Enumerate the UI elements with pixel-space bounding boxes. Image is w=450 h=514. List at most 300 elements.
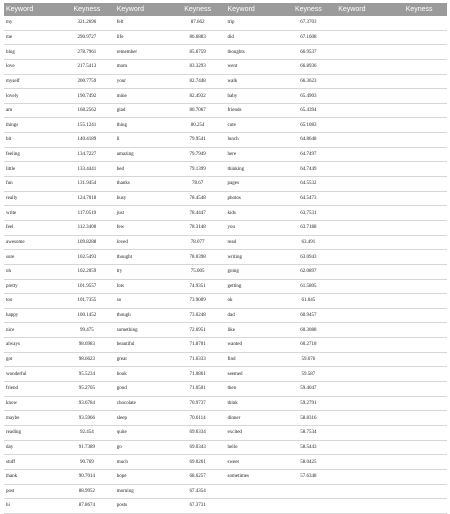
keyword-cell: pretty <box>4 279 59 294</box>
keyness-cell: 78.4548 <box>170 191 226 206</box>
keyness-cell: 290.9727 <box>59 30 115 45</box>
empty-cell <box>391 294 447 309</box>
table-row <box>4 455 447 470</box>
keyword-cell: mom <box>115 59 170 74</box>
header-keyword: Keyword <box>4 3 59 16</box>
keyword-cell: going <box>226 264 281 279</box>
keyness-cell <box>281 484 337 499</box>
keyness-table <box>4 3 447 514</box>
empty-cell <box>391 250 447 265</box>
empty-cell <box>336 308 391 323</box>
keyword-cell: walk <box>226 74 281 89</box>
table-row <box>4 235 447 250</box>
keyword-cell: getting <box>226 279 281 294</box>
empty-cell <box>336 118 391 133</box>
keyword-cell: really <box>4 191 59 206</box>
keyword-cell: nice <box>4 323 59 338</box>
keyword-cell: awesome <box>4 235 59 250</box>
table-row <box>4 279 447 294</box>
keyness-cell: 95.2765 <box>59 382 115 397</box>
keyness-cell: 200.7759 <box>59 74 115 89</box>
keyness-cell: 69.0343 <box>170 440 226 455</box>
keyness-cell: 63.0943 <box>281 250 337 265</box>
keyness-table-container <box>4 3 447 514</box>
keyness-cell: 101.7355 <box>59 294 115 309</box>
keyword-cell: bit <box>4 133 59 148</box>
empty-cell <box>336 191 391 206</box>
keyword-cell: always <box>4 338 59 353</box>
keyness-cell: 79.9541 <box>170 133 226 148</box>
keyness-cell: 78.4447 <box>170 206 226 221</box>
keyword-cell: something <box>115 323 170 338</box>
keyword-cell: thought <box>115 250 170 265</box>
keyness-cell: 112.3408 <box>59 220 115 235</box>
keyness-cell: 131.9454 <box>59 177 115 192</box>
keyness-cell: 98.6983 <box>59 338 115 353</box>
keyness-cell: 217.5413 <box>59 59 115 74</box>
empty-cell <box>391 425 447 440</box>
empty-cell <box>336 425 391 440</box>
keyword-cell: though <box>115 308 170 323</box>
keyword-cell: mine <box>115 89 170 104</box>
keyword-cell: quite <box>115 425 170 440</box>
keyword-cell: much <box>115 455 170 470</box>
table-row <box>4 425 447 440</box>
keyness-cell: 93.5966 <box>59 411 115 426</box>
keyness-cell: 155.1241 <box>59 118 115 133</box>
empty-cell <box>336 103 391 118</box>
empty-cell <box>336 206 391 221</box>
empty-cell <box>391 455 447 470</box>
header-keyword: Keyword <box>336 3 391 16</box>
keyness-cell: 80.254 <box>170 118 226 133</box>
table-row <box>4 499 447 514</box>
keyness-cell: 80.7067 <box>170 103 226 118</box>
keyword-cell: hi <box>4 499 59 514</box>
empty-cell <box>391 352 447 367</box>
table-row <box>4 352 447 367</box>
empty-cell <box>336 382 391 397</box>
keyness-cell: 60.2718 <box>281 338 337 353</box>
keyness-cell: 278.7961 <box>59 45 115 60</box>
empty-cell <box>391 411 447 426</box>
keyword-cell: maybe <box>4 411 59 426</box>
keyword-cell: few <box>115 220 170 235</box>
keyness-cell: 60.9457 <box>281 308 337 323</box>
keyword-cell: trip <box>226 16 281 30</box>
empty-cell <box>391 499 447 514</box>
keyword-cell: my <box>4 16 59 30</box>
keyness-cell: 101.9557 <box>59 279 115 294</box>
keyness-cell: 124.7018 <box>59 191 115 206</box>
keyword-cell: hope <box>115 469 170 484</box>
empty-cell <box>391 177 447 192</box>
keyness-cell: 72.6951 <box>170 323 226 338</box>
empty-cell <box>391 206 447 221</box>
header-keyword: Keyword <box>226 3 281 16</box>
keyword-cell: me <box>4 30 59 45</box>
empty-cell <box>336 74 391 89</box>
empty-cell <box>391 235 447 250</box>
keyness-cell: 64.7497 <box>281 147 337 162</box>
table-row <box>4 103 447 118</box>
keyness-cell: 73.0248 <box>170 308 226 323</box>
keyness-cell: 109.8288 <box>59 235 115 250</box>
keyness-cell: 100.1452 <box>59 308 115 323</box>
keyword-cell: feeling <box>4 147 59 162</box>
empty-cell <box>336 16 391 30</box>
keyness-cell: 133.4441 <box>59 162 115 177</box>
keyword-cell: oh <box>4 264 59 279</box>
keyword-cell: wanted <box>226 338 281 353</box>
keyness-cell: 69.6334 <box>170 425 226 440</box>
keyword-cell: good <box>115 382 170 397</box>
table-row <box>4 308 447 323</box>
keyness-cell: 74.9351 <box>170 279 226 294</box>
keyword-cell: ok <box>226 294 281 309</box>
empty-cell <box>391 30 447 45</box>
table-row <box>4 59 447 74</box>
keyword-cell: loved <box>115 235 170 250</box>
keyword-cell: reading <box>4 425 59 440</box>
keyword-cell: sometimes <box>226 469 281 484</box>
keyness-cell: 90.769 <box>59 455 115 470</box>
empty-cell <box>336 59 391 74</box>
keyness-cell: 63.491 <box>281 235 337 250</box>
table-row <box>4 484 447 499</box>
keyness-cell: 93.6784 <box>59 396 115 411</box>
keyness-cell: 71.0861 <box>170 367 226 382</box>
keyness-cell: 87.662 <box>170 16 226 30</box>
empty-cell <box>336 396 391 411</box>
empty-cell <box>391 440 447 455</box>
keyness-cell: 65.4394 <box>281 103 337 118</box>
keyness-cell: 71.6333 <box>170 352 226 367</box>
empty-cell <box>391 220 447 235</box>
empty-cell <box>391 279 447 294</box>
keyword-cell: so <box>115 294 170 309</box>
keyword-cell: read <box>226 235 281 250</box>
keyness-cell: 140.4189 <box>59 133 115 148</box>
empty-cell <box>336 279 391 294</box>
table-row <box>4 177 447 192</box>
table-row <box>4 440 447 455</box>
empty-cell <box>391 59 447 74</box>
keyword-cell: baby <box>226 89 281 104</box>
keyness-cell: 98.6623 <box>59 352 115 367</box>
keyword-cell: friends <box>226 103 281 118</box>
table-row <box>4 206 447 221</box>
empty-cell <box>336 338 391 353</box>
keyness-cell: 60.3088 <box>281 323 337 338</box>
keyness-cell: 75.005 <box>170 264 226 279</box>
keyword-cell: remember <box>115 45 170 60</box>
keyword-cell: went <box>226 59 281 74</box>
empty-cell <box>391 264 447 279</box>
keyness-cell: 78.3148 <box>170 220 226 235</box>
keyness-cell: 71.8701 <box>170 338 226 353</box>
keyword-cell: sweet <box>226 455 281 470</box>
keyness-cell: 66.8936 <box>281 59 337 74</box>
keyword-cell: thinking <box>226 162 281 177</box>
empty-cell <box>336 147 391 162</box>
keyness-cell: 87.8674 <box>59 499 115 514</box>
keyword-cell: day <box>4 440 59 455</box>
empty-cell <box>336 45 391 60</box>
table-row <box>4 30 447 45</box>
empty-cell <box>391 45 447 60</box>
keyword-cell: did <box>226 30 281 45</box>
keyword-cell: myself <box>4 74 59 89</box>
keyword-cell: think <box>226 396 281 411</box>
empty-cell <box>391 469 447 484</box>
keyness-cell: 90.7014 <box>59 469 115 484</box>
keyness-cell: 134.7227 <box>59 147 115 162</box>
keyness-cell: 59.4047 <box>281 382 337 397</box>
empty-cell <box>391 382 447 397</box>
keyness-cell: 321.2696 <box>59 16 115 30</box>
keyword-cell <box>226 499 281 514</box>
keyword-cell: your <box>115 74 170 89</box>
keyword-cell: things <box>4 118 59 133</box>
keyword-cell <box>226 484 281 499</box>
empty-cell <box>391 74 447 89</box>
empty-cell <box>391 367 447 382</box>
keyword-cell: writing <box>226 250 281 265</box>
keyword-cell: wonderful <box>4 367 59 382</box>
keyness-cell: 168.2562 <box>59 103 115 118</box>
keyness-cell: 58.8316 <box>281 411 337 426</box>
keyword-cell: dad <box>226 308 281 323</box>
keyword-cell: posts <box>115 499 170 514</box>
empty-cell <box>336 440 391 455</box>
keyness-cell: 88.9952 <box>59 484 115 499</box>
empty-cell <box>391 16 447 30</box>
keyword-cell: know <box>4 396 59 411</box>
keyword-cell: great <box>115 352 170 367</box>
keyness-cell: 58.7534 <box>281 425 337 440</box>
header-keyness: Keyness <box>281 3 337 16</box>
table-row <box>4 89 447 104</box>
table-row <box>4 396 447 411</box>
keyword-cell: then <box>226 382 281 397</box>
keyword-cell: got <box>4 352 59 367</box>
keyword-cell: feel <box>4 220 59 235</box>
empty-cell <box>391 103 447 118</box>
keyness-cell: 67.3703 <box>281 16 337 30</box>
keyword-cell: photos <box>226 191 281 206</box>
keyword-cell: love <box>4 59 59 74</box>
empty-cell <box>391 147 447 162</box>
keyword-cell: you <box>226 220 281 235</box>
empty-cell <box>336 264 391 279</box>
keyness-cell: 69.0261 <box>170 455 226 470</box>
keyness-cell: 64.7449 <box>281 162 337 177</box>
keyness-cell: 99.475 <box>59 323 115 338</box>
empty-cell <box>391 308 447 323</box>
empty-cell <box>336 89 391 104</box>
keyword-cell: try <box>115 264 170 279</box>
keyness-cell: 63.7188 <box>281 220 337 235</box>
table-row <box>4 469 447 484</box>
empty-cell <box>391 338 447 353</box>
empty-cell <box>336 484 391 499</box>
keyword-cell: ll <box>115 133 170 148</box>
empty-cell <box>336 133 391 148</box>
empty-cell <box>336 323 391 338</box>
table-row <box>4 45 447 60</box>
keyness-cell: 86.6883 <box>170 30 226 45</box>
keyness-cell: 79.7949 <box>170 147 226 162</box>
keyword-cell: thank <box>4 469 59 484</box>
keyword-cell: beautiful <box>115 338 170 353</box>
empty-cell <box>336 499 391 514</box>
keyword-cell: find <box>226 352 281 367</box>
empty-cell <box>336 250 391 265</box>
keyness-cell: 67.3731 <box>170 499 226 514</box>
keyword-cell: thing <box>115 118 170 133</box>
keyword-cell: excited <box>226 425 281 440</box>
keyword-cell: amazing <box>115 147 170 162</box>
keyword-cell: blog <box>4 45 59 60</box>
keyness-cell: 82.4932 <box>170 89 226 104</box>
keyword-cell: friend <box>4 382 59 397</box>
table-row <box>4 382 447 397</box>
keyword-cell: sure <box>4 250 59 265</box>
empty-cell <box>336 455 391 470</box>
keyness-cell: 82.7448 <box>170 74 226 89</box>
keyness-cell: 102.5493 <box>59 250 115 265</box>
table-row <box>4 16 447 30</box>
keyword-cell: happy <box>4 308 59 323</box>
header-keyness: Keyness <box>391 3 447 16</box>
table-row <box>4 74 447 89</box>
empty-cell <box>336 162 391 177</box>
keyword-cell: thanks <box>115 177 170 192</box>
keyword-cell: kids <box>226 206 281 221</box>
keyness-cell: 66.3623 <box>281 74 337 89</box>
keyness-cell: 70.9737 <box>170 396 226 411</box>
empty-cell <box>336 30 391 45</box>
keyword-cell: busy <box>115 191 170 206</box>
keyword-cell: felt <box>115 16 170 30</box>
empty-cell <box>391 162 447 177</box>
keyword-cell: go <box>115 440 170 455</box>
keyword-cell: chocolate <box>115 396 170 411</box>
keyword-cell: lots <box>115 279 170 294</box>
keyness-cell: 59.676 <box>281 352 337 367</box>
table-row <box>4 147 447 162</box>
keyword-cell: post <box>4 484 59 499</box>
keyness-cell: 65.4903 <box>281 89 337 104</box>
keyword-cell: hello <box>226 440 281 455</box>
keyword-cell: morning <box>115 484 170 499</box>
empty-cell <box>391 118 447 133</box>
keyword-cell: lovely <box>4 89 59 104</box>
header-keyness: Keyness <box>59 3 115 16</box>
keyword-cell: life <box>115 30 170 45</box>
keyness-cell <box>281 499 337 514</box>
keyword-cell: glad <box>115 103 170 118</box>
empty-cell <box>391 133 447 148</box>
keyness-cell: 67.4354 <box>170 484 226 499</box>
empty-cell <box>336 367 391 382</box>
table-row <box>4 367 447 382</box>
empty-cell <box>336 177 391 192</box>
keyword-cell: too <box>4 294 59 309</box>
table-row <box>4 220 447 235</box>
keyness-cell: 71.0501 <box>170 382 226 397</box>
keyness-cell: 64.5532 <box>281 177 337 192</box>
keyness-cell: 65.1083 <box>281 118 337 133</box>
keyword-cell: little <box>4 162 59 177</box>
keyness-cell: 92.454 <box>59 425 115 440</box>
keyword-cell: dinner <box>226 411 281 426</box>
table-row <box>4 162 447 177</box>
keyness-cell: 62.0897 <box>281 264 337 279</box>
keyness-cell: 70.6114 <box>170 411 226 426</box>
table-body <box>4 16 447 513</box>
empty-cell <box>336 220 391 235</box>
keyness-cell: 79.1399 <box>170 162 226 177</box>
keyword-cell: cute <box>226 118 281 133</box>
keyword-cell: pages <box>226 177 281 192</box>
empty-cell <box>336 294 391 309</box>
empty-cell <box>391 484 447 499</box>
keyness-cell: 78.67 <box>170 177 226 192</box>
empty-cell <box>336 352 391 367</box>
keyness-cell: 58.5443 <box>281 440 337 455</box>
empty-cell <box>391 396 447 411</box>
header-keyness: Keyness <box>170 3 226 16</box>
keyword-cell: just <box>115 206 170 221</box>
keyword-cell: book <box>115 367 170 382</box>
keyness-cell: 59.587 <box>281 367 337 382</box>
keyness-cell: 61.045 <box>281 294 337 309</box>
keyword-cell: stuff <box>4 455 59 470</box>
keyword-cell: seemed <box>226 367 281 382</box>
table-row <box>4 250 447 265</box>
keyness-cell: 117.0519 <box>59 206 115 221</box>
table-row <box>4 118 447 133</box>
empty-cell <box>336 411 391 426</box>
keyword-cell: lunch <box>226 133 281 148</box>
keyness-cell: 78.0398 <box>170 250 226 265</box>
header-keyword: Keyword <box>115 3 170 16</box>
keyword-cell: fun <box>4 177 59 192</box>
keyness-cell: 66.9537 <box>281 45 337 60</box>
keyness-cell: 64.8648 <box>281 133 337 148</box>
table-row <box>4 294 447 309</box>
empty-cell <box>336 469 391 484</box>
table-row <box>4 411 447 426</box>
keyness-cell: 58.0425 <box>281 455 337 470</box>
keyness-cell: 73.9009 <box>170 294 226 309</box>
empty-cell <box>391 323 447 338</box>
keyness-cell: 91.7389 <box>59 440 115 455</box>
keyword-cell: write <box>4 206 59 221</box>
empty-cell <box>391 89 447 104</box>
table-row <box>4 264 447 279</box>
empty-cell <box>391 191 447 206</box>
table-header-row <box>4 3 447 16</box>
keyword-cell: sleep <box>115 411 170 426</box>
keyness-cell: 57.6348 <box>281 469 337 484</box>
keyness-cell: 83.3293 <box>170 59 226 74</box>
keyness-cell: 190.7492 <box>59 89 115 104</box>
keyness-cell: 59.2791 <box>281 396 337 411</box>
keyness-cell: 63.7531 <box>281 206 337 221</box>
